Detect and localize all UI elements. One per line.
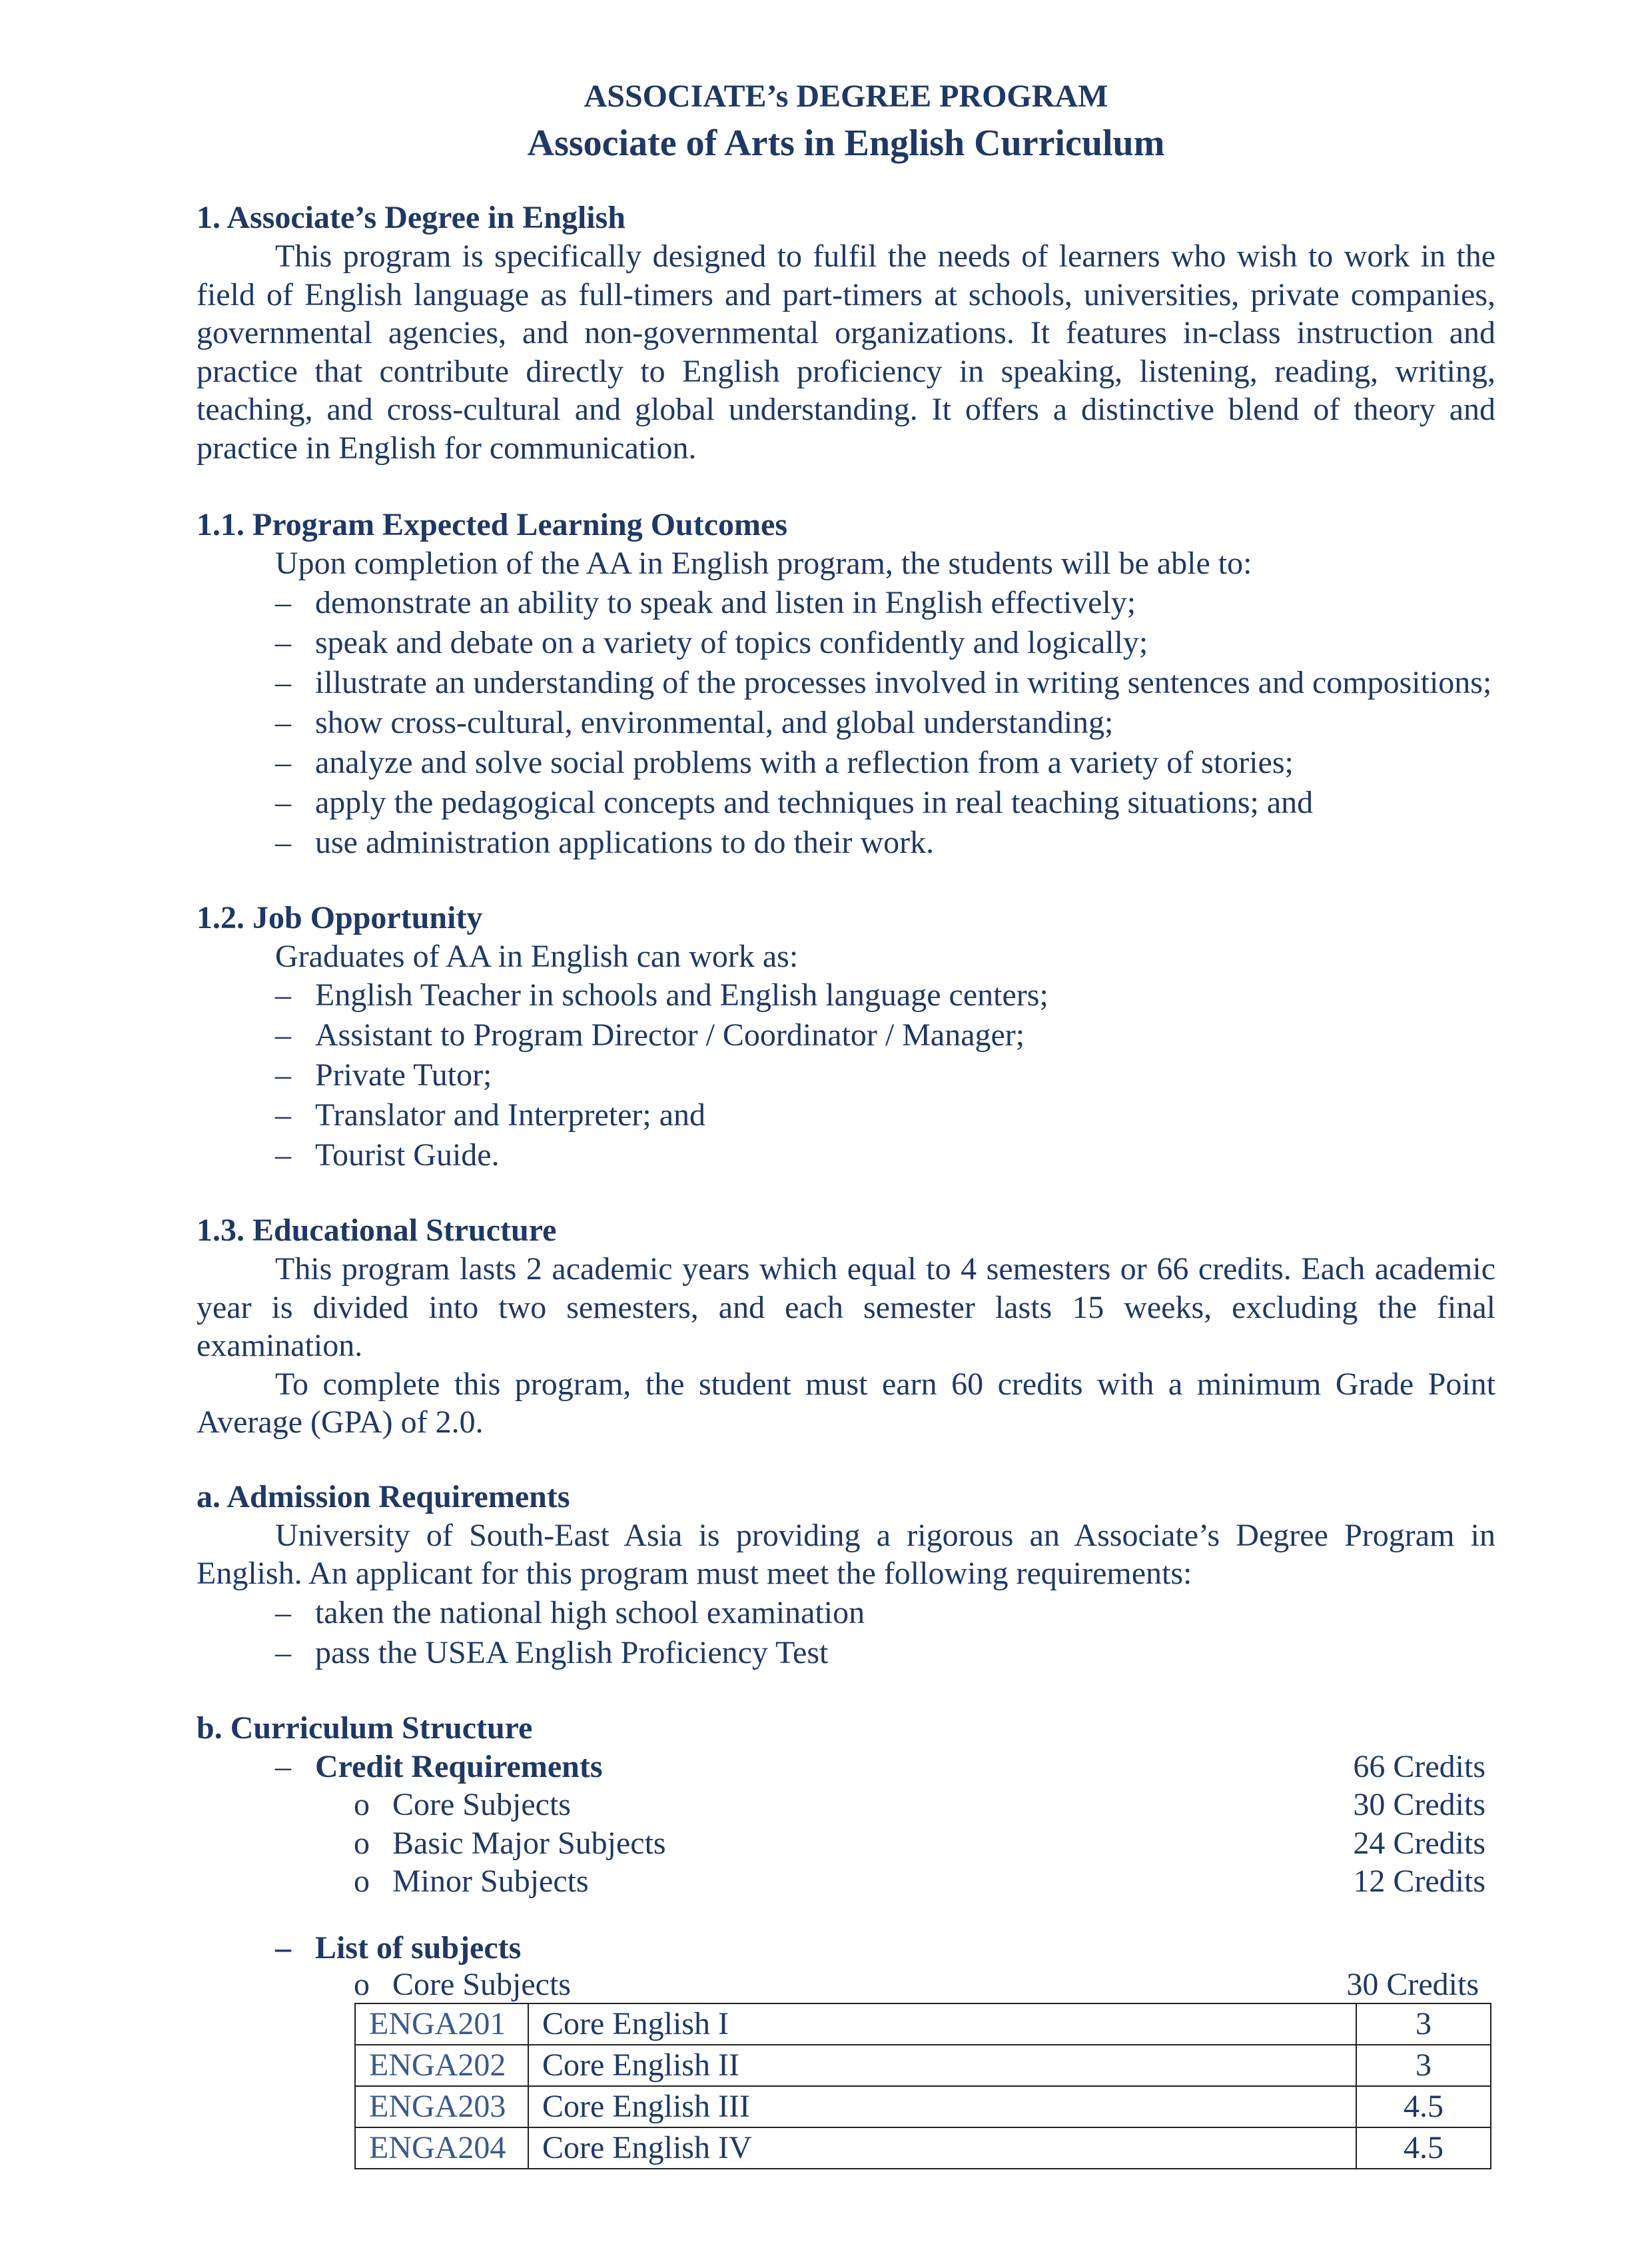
dash-bullet: – [275, 664, 291, 700]
section-job-opportunity [197, 899, 1495, 1176]
section-heading: 1. Associate’s Degree in English [197, 200, 625, 235]
list-item: – apply the pedagogical concepts and techniques in real teaching situations; and [275, 783, 1495, 823]
subject-credits: 3 [1356, 2003, 1491, 2045]
core-subjects-credits: 30 Credits [1346, 1967, 1479, 2002]
section-paragraph: This program lasts 2 academic years which equal to 4 semesters or 66 credits. Each academic year is divided into two semesters, and each semester lasts 15 weeks, excluding the final examination. [197, 1251, 1495, 1363]
list-item: – show cross-cultural, environmental, and global understanding; [275, 703, 1495, 743]
dash-bullet: – [275, 1057, 291, 1093]
admission-list [197, 1593, 1495, 1673]
circle-bullet: o [354, 1787, 370, 1822]
section-curriculum-structure [197, 1709, 1495, 2170]
dash-bullet: – [275, 1634, 291, 1670]
section-learning-outcomes [197, 506, 1495, 863]
circle-bullet: o [354, 1825, 370, 1861]
list-item: – use administration applications to do their work. [275, 823, 1495, 863]
credit-item-row: o Minor Subjects 12 Credits [197, 1862, 1485, 1901]
list-item: – Assistant to Program Director / Coordinator / Manager; [275, 1015, 1495, 1055]
subject-code: ENGA204 [355, 2127, 528, 2169]
section-intro: Upon completion of the AA in English program, the students will be able to: [275, 546, 1252, 581]
credit-item-row: o Basic Major Subjects 24 Credits [197, 1824, 1485, 1863]
subject-code: ENGA201 [355, 2003, 528, 2045]
table-row [355, 2086, 1491, 2127]
list-item: – Private Tutor; [275, 1055, 1495, 1095]
list-item: – English Teacher in schools and English language centers; [275, 975, 1495, 1015]
dash-bullet: – [275, 624, 291, 660]
subject-name: Core English II [528, 2045, 1356, 2086]
subject-name: Core English III [528, 2086, 1356, 2127]
subject-credits: 4.5 [1356, 2086, 1491, 2127]
subject-credits: 4.5 [1356, 2127, 1491, 2169]
dash-bullet: – [275, 1097, 291, 1133]
circle-bullet: o [354, 1967, 370, 2002]
section-intro: Graduates of AA in English can work as: [275, 938, 799, 974]
subject-name: Core English IV [528, 2127, 1356, 2169]
section-heading: 1.3. Educational Structure [197, 1213, 557, 1248]
dash-bullet: – [275, 584, 291, 620]
curriculum-title: Associate of Arts in English Curriculum [527, 123, 1165, 164]
table-row [355, 2127, 1491, 2169]
section-paragraph: This program is specifically designed to fulfil the needs of learners who wish to work in the field of English language as full-timers and part-timers at schools, universities, private companies, governmental agencies, and non-governmental organizations. It features in-class instruction and practice that contribute directly to English proficiency in speaking, listening, reading, writing, teaching, and cross-cultural and global understanding. It offers a distinctive blend of theory and practice in English for communication. [197, 239, 1495, 466]
section-heading: a. Admission Requirements [197, 1478, 570, 1514]
outcomes-list [197, 583, 1495, 863]
list-item: – pass the USEA English Proficiency Test [275, 1633, 1495, 1673]
list-of-subjects-heading: – List of subjects [197, 1929, 1495, 1967]
dash-bullet: – [275, 1594, 291, 1630]
program-type-title: ASSOCIATE’s DEGREE PROGRAM [584, 79, 1108, 114]
dash-bullet: – [275, 1930, 291, 1965]
section-paragraph: University of South-East Asia is providing a rigorous an Associate’s Degree Program in English. An applicant for this program must meet the following requirements: [197, 1517, 1495, 1591]
section-associates-degree [197, 199, 1495, 467]
subject-name: Core English I [528, 2003, 1356, 2045]
list-item: – taken the national high school examination [275, 1593, 1495, 1633]
section-admission [197, 1478, 1495, 1673]
credit-item-row: o Core Subjects 30 Credits [197, 1786, 1485, 1824]
core-subjects-row: o Core Subjects 30 Credits [354, 1967, 1479, 2002]
dash-bullet: – [275, 1748, 291, 1784]
circle-bullet: o [354, 1864, 370, 1899]
section-educational-structure [197, 1211, 1495, 1442]
list-item: – speak and debate on a variety of topics confidently and logically; [275, 623, 1495, 663]
list-item: – demonstrate an ability to speak and listen in English effectively; [275, 583, 1495, 623]
document-page [197, 73, 1495, 2169]
credit-requirements-label: Credit Requirements [315, 1748, 603, 1784]
dash-bullet: – [275, 824, 291, 860]
list-item: – Tourist Guide. [275, 1135, 1495, 1175]
document-header [197, 73, 1495, 167]
credit-requirements-value: 66 Credits [1353, 1748, 1485, 1784]
dash-bullet: – [275, 1017, 291, 1053]
table-row [355, 2003, 1491, 2045]
section-heading: 1.1. Program Expected Learning Outcomes [197, 507, 787, 542]
dash-bullet: – [275, 784, 291, 820]
subject-code: ENGA202 [355, 2045, 528, 2086]
section-heading: 1.2. Job Opportunity [197, 899, 483, 935]
subject-code: ENGA203 [355, 2086, 528, 2127]
dash-bullet: – [275, 744, 291, 780]
jobs-list [197, 975, 1495, 1175]
section-heading: b. Curriculum Structure [197, 1710, 533, 1746]
list-item: – Translator and Interpreter; and [275, 1095, 1495, 1135]
dash-bullet: – [275, 977, 291, 1013]
table-row [355, 2045, 1491, 2086]
list-item: – analyze and solve social problems with a reflection from a variety of stories; [275, 743, 1495, 783]
subject-credits: 3 [1356, 2045, 1491, 2086]
dash-bullet: – [275, 1137, 291, 1173]
dash-bullet: – [275, 704, 291, 740]
credit-requirements-row [197, 1748, 1485, 1786]
list-item: – illustrate an understanding of the processes involved in writing sentences and compositions; [275, 663, 1495, 703]
core-subjects-table [354, 2003, 1491, 2169]
section-paragraph: To complete this program, the student must earn 60 credits with a minimum Grade Point Average (GPA) of 2.0. [197, 1366, 1495, 1440]
